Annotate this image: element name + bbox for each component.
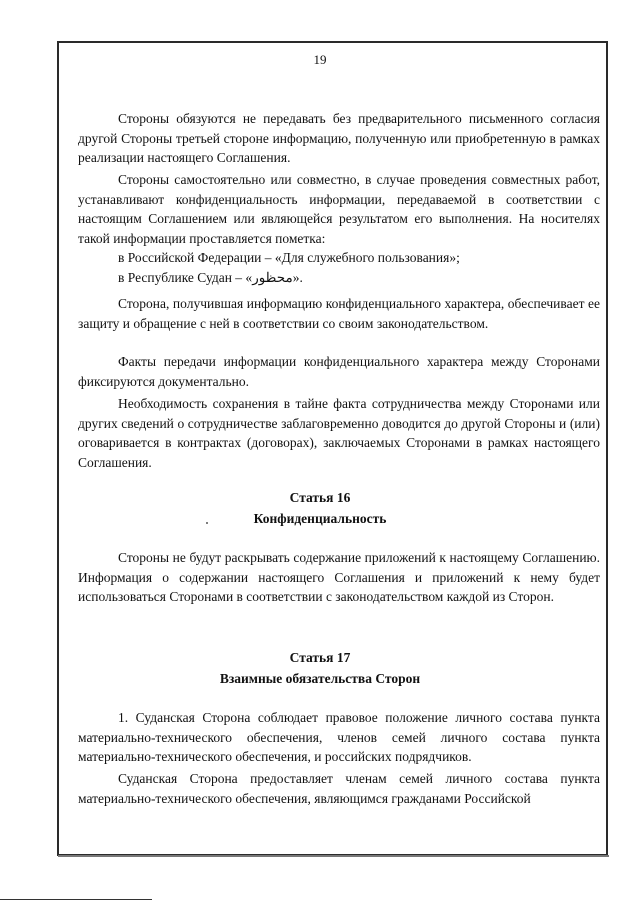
page-border-shadow: [58, 855, 609, 857]
article-17-title: Взаимные обязательства Сторон: [219, 671, 421, 686]
article-16-title: Конфиденциальность: [253, 511, 387, 526]
paragraph-secrecy: Необходимость сохранения в тайне факта сотрудничества между Сторонами или других сведений о сотрудничестве заблаговременно доводится до другой Стороны и (или) оговаривается в контрактах (договорах), заключаемых Сторонами в рамках настоящего Соглашения.: [78, 396, 600, 470]
paragraph-nondisclosure: Стороны обязуются не передавать без предварительного письменного согласия другой Стороны третьей стороне информацию, полученную или приобретенную в рамках реализации настоящего Соглашения.: [78, 111, 600, 165]
paragraph-confidentiality-marking: Стороны самостоятельно или совместно, в случае проведения совместных работ, устанавливают конфиденциальность информации, передаваемой в соответствии с настоящим Соглашением или являющейся результатом его выполнения. На носителях такой информации проставляется пометка:: [78, 172, 600, 246]
paragraph-protection: Сторона, получившая информацию конфиденциального характера, обеспечивает ее защиту и обращение с ней в соответствии со своим законодательством.: [78, 296, 600, 331]
article-17-number: Статья 17: [289, 650, 351, 665]
paragraph-transfer-records: Факты передачи информации конфиденциального характера между Сторонами фиксируются документально.: [78, 354, 600, 389]
paragraph-marking-russia: в Российской Федерации – «Для служебного пользования»;: [118, 250, 460, 265]
article-16-number: Статья 16: [289, 490, 351, 505]
article-17-paragraph-1: 1. Суданская Сторона соблюдает правовое положение личного состава пункта материально-технического обеспечения, членов семей личного состава пункта материально-технического обеспечения, и российских подрядчиков.: [78, 710, 600, 764]
paragraph-marking-sudan: в Республике Судан – «محظور».: [118, 270, 303, 285]
article-17-paragraph-2: Суданская Сторона предоставляет членам семей личного состава пункта материально-технического обеспечения, являющимся гражданами Российской: [78, 771, 600, 806]
page-number: 19: [313, 52, 327, 67]
article-16-text: Стороны не будут раскрывать содержание приложений к настоящему Соглашению. Информация о содержании настоящего Соглашения и приложений к нему будет использоваться Сторонами в соответствии с законодательством каждой из Сторон.: [78, 550, 600, 604]
scan-speck: [206, 522, 208, 524]
footnote-separator: [0, 899, 152, 900]
